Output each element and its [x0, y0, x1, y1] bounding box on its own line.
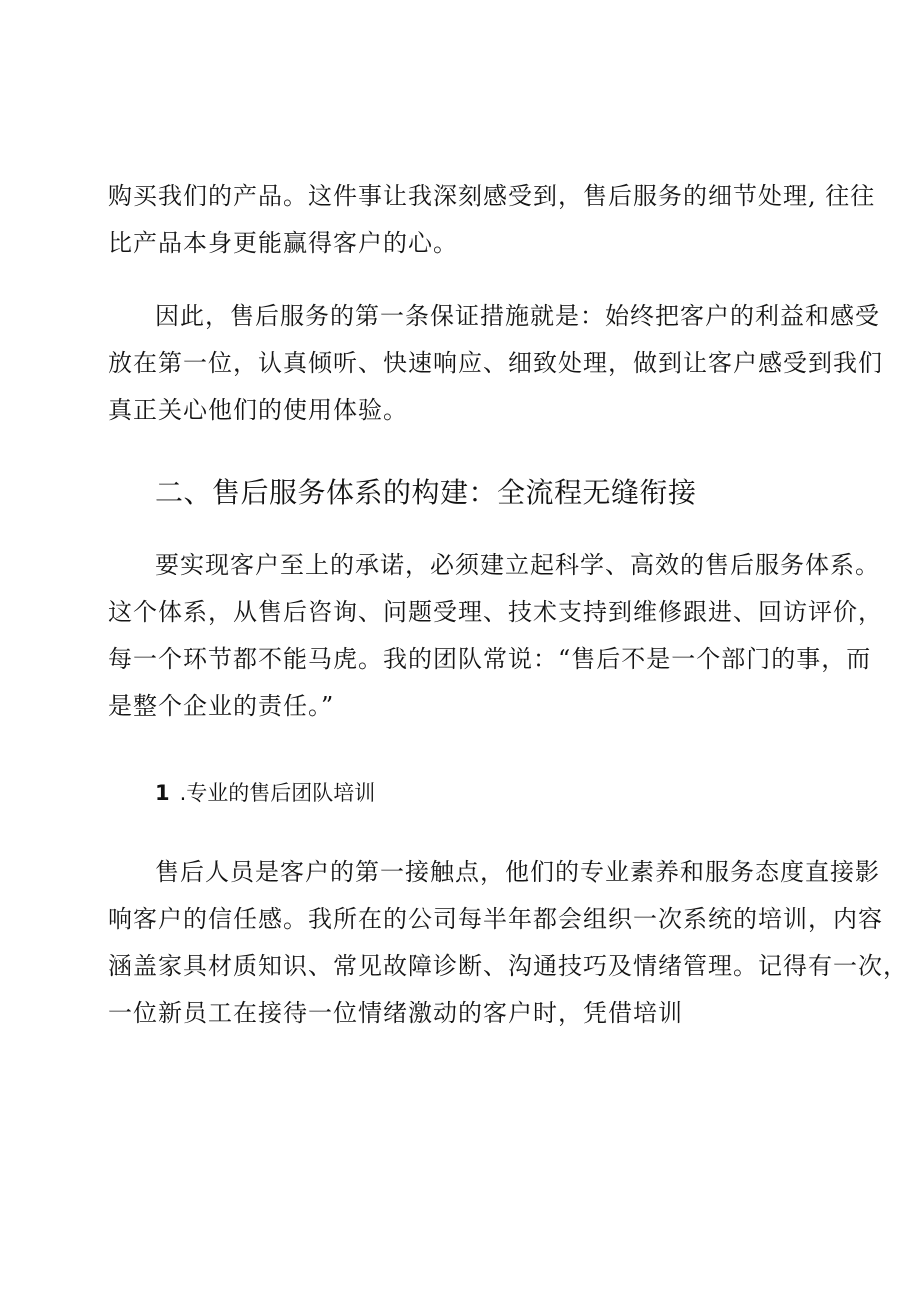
paragraph-3-line-3: 每一个环节都不能马虎。我的团队常说：“售后不是一个部门的事，而	[108, 645, 872, 673]
paragraph-2-line-3: 真正关心他们的使用体验。	[108, 396, 408, 424]
paragraph-1-line-2: 比产品本身更能赢得客户的心。	[108, 229, 458, 257]
paragraph-2-line-2: 放在第一位，认真倾听、快速响应、细致处理，做到让客户感受到我们	[108, 349, 883, 377]
paragraph-4-line-2: 响客户的信任感。我所在的公司每半年都会组织一次系统的培训，内容	[108, 905, 883, 933]
paragraph-2-line-1: 因此，售后服务的第一条保证措施就是：始终把客户的利益和感受	[155, 302, 880, 330]
paragraph-4-line-4: 一位新员工在接待一位情绪激动的客户时，凭借培训	[108, 999, 683, 1027]
paragraph-4-line-3: 涵盖家具材质知识、常见故障诊断、沟通技巧及情绪管理。记得有一次，	[108, 952, 908, 980]
paragraph-3-line-1: 要实现客户至上的承诺，必须建立起科学、高效的售后服务体系。	[155, 551, 880, 579]
paragraph-3-line-2: 这个体系，从售后咨询、问题受理、技术支持到维修跟进、回访评价，	[108, 598, 883, 626]
paragraph-1-line-1: 购买我们的产品。这件事让我深刻感受到，售后服务的细节处理, 往往	[108, 182, 876, 210]
subsection-number: 1	[155, 781, 170, 805]
paragraph-3-line-4: 是整个企业的责任。”	[108, 692, 335, 720]
subsection-heading	[155, 779, 375, 807]
section-heading: 二、售后服务体系的构建：全流程无缝衔接	[155, 476, 697, 509]
paragraph-4-line-1: 售后人员是客户的第一接触点，他们的专业素养和服务态度直接影	[155, 858, 880, 886]
subsection-title: .专业的售后团队培训	[179, 781, 376, 805]
